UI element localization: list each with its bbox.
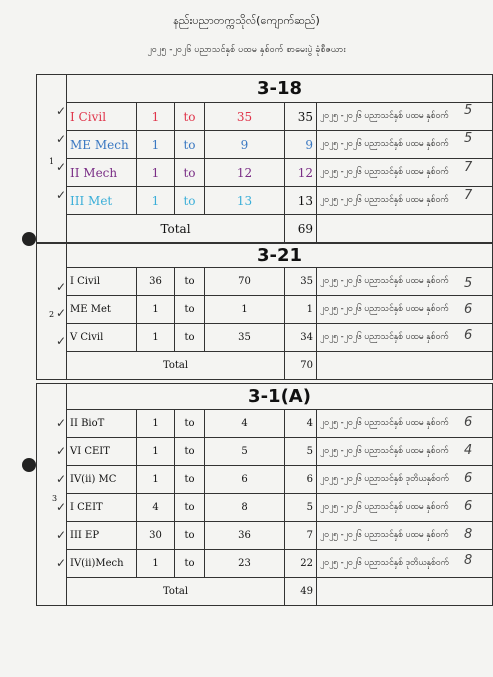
table-row — [37, 131, 493, 159]
seat-to-word: to — [175, 187, 205, 215]
table-row — [37, 296, 493, 324]
seat-from: 1 — [137, 187, 175, 215]
handwritten-mark: 5 — [464, 276, 473, 291]
seat-to-word: to — [175, 494, 205, 522]
handwritten-mark: 8 — [464, 553, 473, 568]
handwritten-mark: 5 — [464, 103, 473, 118]
check-mark-icon: ✓ — [56, 132, 67, 146]
seat-end: 1 — [205, 296, 285, 324]
class-name: V Civil — [67, 324, 137, 352]
seat-from: 1 — [137, 550, 175, 578]
student-count: 5 — [285, 438, 317, 466]
seat-from: 36 — [137, 268, 175, 296]
semester-text: ၂၀၂၅ -၂၀၂၆ ပညာသင်နှစ် ပထမ နှစ်ဝက် — [317, 296, 493, 324]
seat-end: 70 — [205, 268, 285, 296]
table-row — [37, 494, 493, 522]
seat-to-word: to — [175, 296, 205, 324]
student-count: 35 — [285, 268, 317, 296]
total-count: 49 — [285, 578, 317, 606]
table-row — [37, 550, 493, 578]
seat-to-word: to — [175, 550, 205, 578]
total-label: Total — [67, 578, 285, 606]
seat-from: 4 — [137, 494, 175, 522]
check-mark-icon: ✓ — [56, 444, 67, 458]
total-count: 70 — [285, 352, 317, 380]
total-row — [37, 215, 493, 243]
seat-from: 1 — [137, 159, 175, 187]
handwritten-mark: 6 — [464, 302, 473, 317]
handwritten-mark: 6 — [464, 415, 473, 430]
seat-end: 9 — [205, 131, 285, 159]
handwritten-mark: 6 — [464, 499, 473, 514]
document-title: နည်းပညာတက္ကသိုလ်(ကျောက်ဆည်) — [173, 14, 320, 27]
class-name: IV(ii) MC — [67, 466, 137, 494]
seat-to-word: to — [175, 466, 205, 494]
semester-text: ၂၀၂၅ -၂၀၂၆ ပညာသင်နှစ် ပထမ နှစ်ဝက် — [317, 522, 493, 550]
handwritten-mark: 7 — [464, 160, 473, 175]
semester-text: ၂၀၂၅ -၂၀၂၆ ပညာသင်နှစ် ပထမ နှစ်ဝက် — [317, 159, 493, 187]
seat-end: 35 — [205, 103, 285, 131]
room-heading: 3-1(A) — [67, 384, 493, 410]
seat-to-word: to — [175, 131, 205, 159]
handwritten-mark: 5 — [464, 131, 473, 146]
total-count: 69 — [285, 215, 317, 243]
seat-end: 13 — [205, 187, 285, 215]
table-row — [37, 159, 493, 187]
room-table-3-21 — [36, 243, 493, 380]
class-name: ME Met — [67, 296, 137, 324]
seat-end: 36 — [205, 522, 285, 550]
check-mark-icon: ✓ — [56, 500, 67, 514]
seat-end: 4 — [205, 410, 285, 438]
student-count: 1 — [285, 296, 317, 324]
seat-from: 1 — [137, 296, 175, 324]
seat-to-word: to — [175, 324, 205, 352]
table-row — [37, 466, 493, 494]
semester-text: ၂၀၂၅ -၂၀၂၆ ပညာသင်နှစ် ပထမ နှစ်ဝက် — [317, 268, 493, 296]
handwritten-mark: 6 — [464, 328, 473, 343]
table-row — [37, 438, 493, 466]
seat-from: 1 — [137, 410, 175, 438]
class-name: III Met — [67, 187, 137, 215]
check-mark-icon: ✓ — [56, 188, 67, 202]
room-table-3-1a — [36, 383, 493, 606]
seat-end: 35 — [205, 324, 285, 352]
table-row — [37, 103, 493, 131]
check-mark-icon: ✓ — [56, 528, 67, 542]
class-name: II Mech — [67, 159, 137, 187]
semester-text: ၂၀၂၅ -၂၀၂၆ ပညာသင်နှစ် ဒုတိယနှစ်ဝက် — [317, 466, 493, 494]
section-number: 3 — [52, 494, 58, 503]
seat-to-word: to — [175, 410, 205, 438]
table-row — [37, 522, 493, 550]
semester-text: ၂၀၂၅ -၂၀၂၆ ပညာသင်နှစ် ပထမ နှစ်ဝက် — [317, 324, 493, 352]
seat-to-word: to — [175, 522, 205, 550]
handwritten-mark: 8 — [464, 527, 473, 542]
class-name: ME Mech — [67, 131, 137, 159]
seat-to-word: to — [175, 159, 205, 187]
document-subtitle: ၂၀၂၅ -၂၀၂၆ ပညာသင်နှစ် ပထမ နှစ်ဝက် စာမေးပွဲ ခုံစီဇယား — [147, 45, 346, 55]
check-mark-icon: ✓ — [56, 334, 67, 348]
semester-text: ၂၀၂၅ -၂၀၂၆ ပညာသင်နှစ် ပထမ နှစ်ဝက် — [317, 410, 493, 438]
semester-text: ၂၀၂၅ -၂၀၂၆ ပညာသင်နှစ် ပထမ နှစ်ဝက် — [317, 494, 493, 522]
binder-hole — [22, 458, 36, 472]
student-count: 34 — [285, 324, 317, 352]
seat-to-word: to — [175, 268, 205, 296]
seat-from: 1 — [137, 466, 175, 494]
semester-text: ၂၀၂၅ -၂၀၂၆ ပညာသင်နှစ် ပထမ နှစ်ဝက် — [317, 438, 493, 466]
total-row — [37, 578, 493, 606]
table-row — [37, 324, 493, 352]
seat-end: 12 — [205, 159, 285, 187]
student-count: 7 — [285, 522, 317, 550]
check-mark-icon: ✓ — [56, 416, 67, 430]
student-count: 6 — [285, 466, 317, 494]
student-count: 22 — [285, 550, 317, 578]
room-heading: 3-18 — [67, 75, 493, 103]
semester-text: ၂၀၂၅ -၂၀၂၆ ပညာသင်နှစ် ဒုတိယနှစ်ဝက် — [317, 550, 493, 578]
handwritten-mark: 6 — [464, 471, 473, 486]
semester-text: ၂၀၂၅ -၂၀၂၆ ပညာသင်နှစ် ပထမ နှစ်ဝက် — [317, 131, 493, 159]
room-table-3-18 — [36, 74, 493, 243]
seat-to-word: to — [175, 103, 205, 131]
room-heading: 3-21 — [67, 244, 493, 268]
class-name: II BioT — [67, 410, 137, 438]
seat-to-word: to — [175, 438, 205, 466]
check-mark-icon: ✓ — [56, 556, 67, 570]
student-count: 35 — [285, 103, 317, 131]
student-count: 9 — [285, 131, 317, 159]
check-mark-icon: ✓ — [56, 280, 67, 294]
seat-end: 8 — [205, 494, 285, 522]
total-row — [37, 352, 493, 380]
semester-text: ၂၀၂၅ -၂၀၂၆ ပညာသင်နှစ် ပထမ နှစ်ဝက် — [317, 187, 493, 215]
class-name: IV(ii)Mech — [67, 550, 137, 578]
seat-from: 1 — [137, 324, 175, 352]
class-name: VI CEIT — [67, 438, 137, 466]
section-number: 1 — [49, 157, 55, 166]
seat-from: 30 — [137, 522, 175, 550]
check-mark-icon: ✓ — [56, 160, 67, 174]
semester-text: ၂၀၂၅ -၂၀၂၆ ပညာသင်နှစ် ပထမ နှစ်ဝက် — [317, 103, 493, 131]
seat-end: 5 — [205, 438, 285, 466]
class-name: III EP — [67, 522, 137, 550]
seat-from: 1 — [137, 131, 175, 159]
binder-hole — [22, 232, 36, 246]
student-count: 12 — [285, 159, 317, 187]
table-row — [37, 410, 493, 438]
seat-end: 6 — [205, 466, 285, 494]
seat-from: 1 — [137, 103, 175, 131]
section-number: 2 — [49, 310, 55, 319]
check-mark-icon: ✓ — [56, 104, 67, 118]
handwritten-mark: 4 — [464, 443, 473, 458]
check-mark-icon: ✓ — [56, 306, 67, 320]
seat-end: 23 — [205, 550, 285, 578]
class-name: I CEIT — [67, 494, 137, 522]
table-row — [37, 268, 493, 296]
student-count: 4 — [285, 410, 317, 438]
handwritten-mark: 7 — [464, 188, 473, 203]
seat-from: 1 — [137, 438, 175, 466]
table-row — [37, 187, 493, 215]
class-name: I Civil — [67, 103, 137, 131]
class-name: I Civil — [67, 268, 137, 296]
student-count: 5 — [285, 494, 317, 522]
total-label: Total — [67, 352, 285, 380]
total-label: Total — [67, 215, 285, 243]
student-count: 13 — [285, 187, 317, 215]
check-mark-icon: ✓ — [56, 472, 67, 486]
